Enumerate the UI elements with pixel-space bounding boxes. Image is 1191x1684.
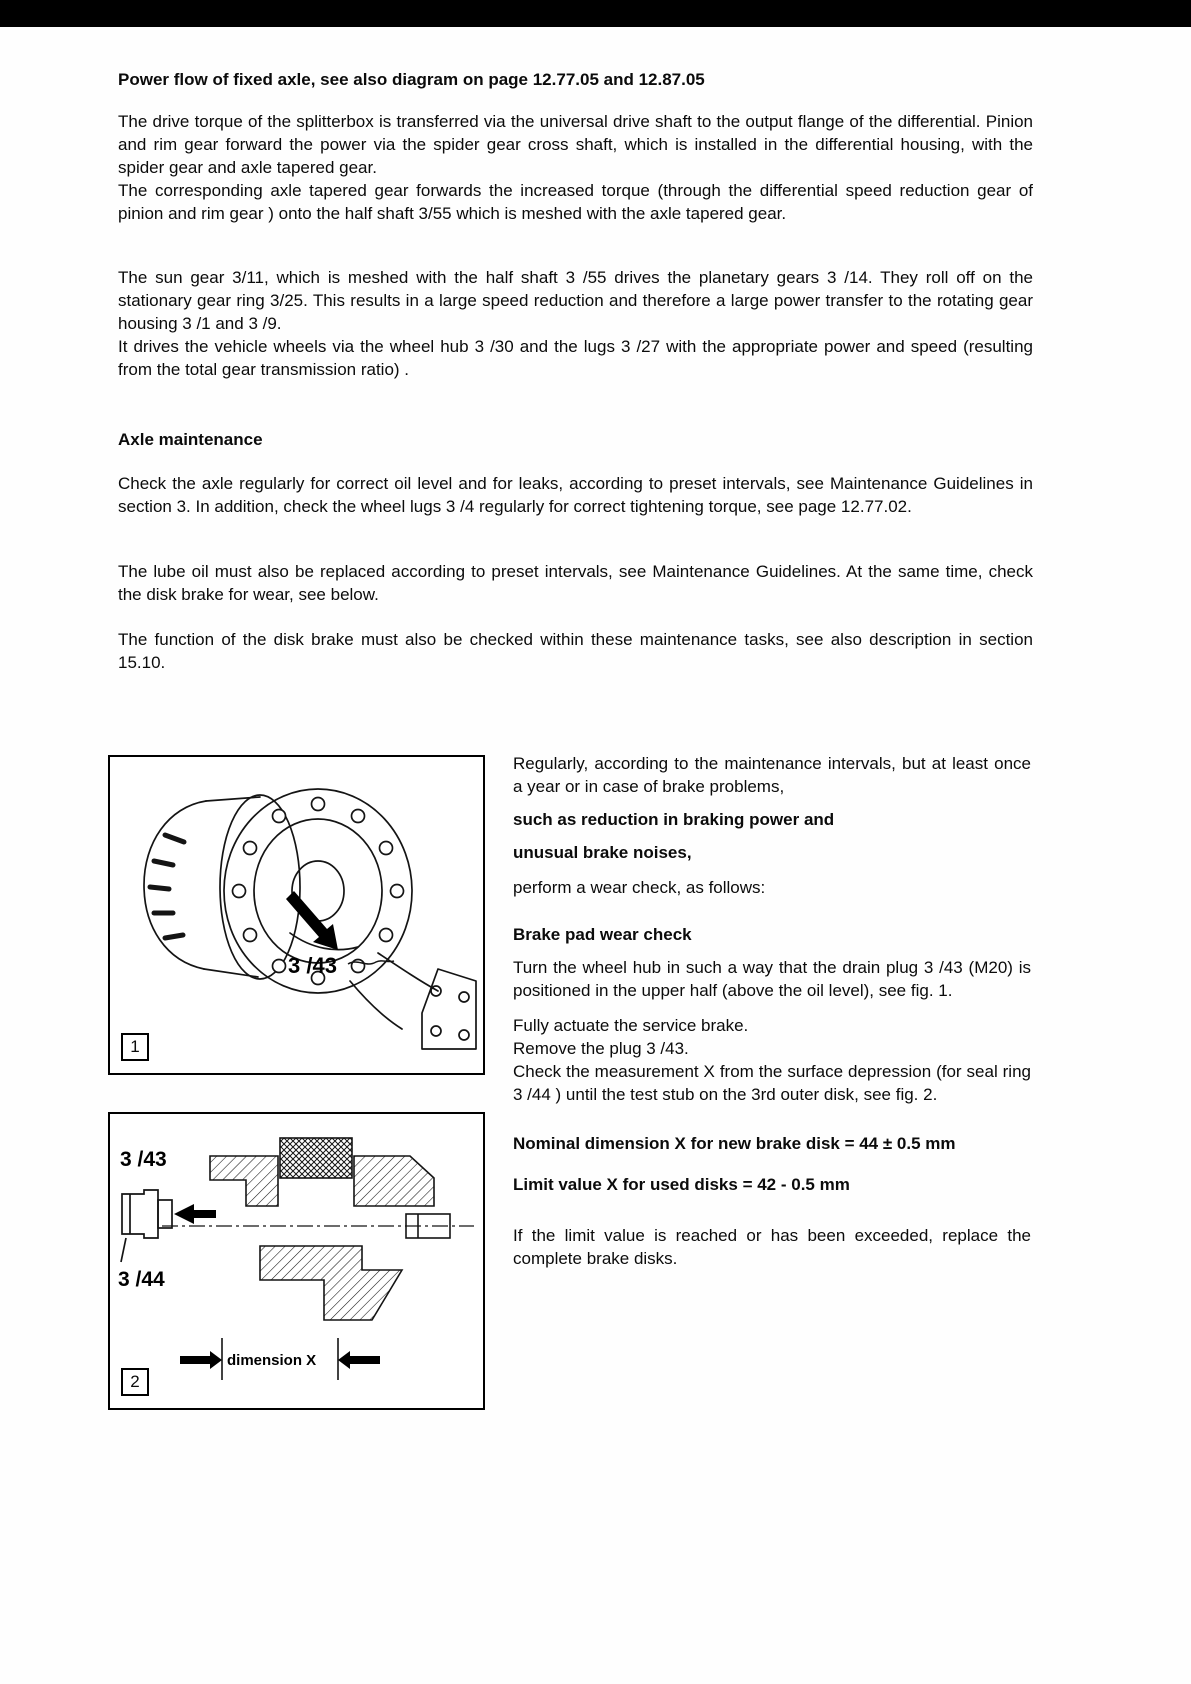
figure-2-brake-section <box>108 1112 485 1410</box>
paragraph-perform-check: perform a wear check, as follows: <box>513 878 766 897</box>
top-black-bar <box>0 0 1191 27</box>
brake-section-drawing <box>110 1114 483 1407</box>
housing-arm-top <box>378 953 438 991</box>
section-heading-axle-maintenance: Axle maintenance <box>118 430 263 449</box>
value-limit: Limit value X for used disks = 42 - 0.5 mm <box>513 1175 850 1194</box>
figure2-number-badge: 2 <box>121 1368 149 1396</box>
paragraph-drive-torque-part2: The corresponding axle tapered gear forwards the increased torque (through the differential speed reduction gear of pinion and rim gear ) onto the half shaft 3/55 which is meshed with the axle tapered gear. <box>118 181 1033 223</box>
paragraph-turn-hub: Turn the wheel hub in such a way that the drain plug 3 /43 (M20) is positioned in the upper half (above the oil level), see fig. 1. <box>513 958 1031 1000</box>
axle-hub-drawing <box>110 757 483 1072</box>
plug-arrow-icon <box>174 1204 216 1224</box>
paragraph-replace-disks: If the limit value is reached or has been exceeded, replace the complete brake disks. <box>513 1226 1031 1268</box>
paragraph-sun-gear-part2: It drives the vehicle wheels via the wheel hub 3 /30 and the lugs 3 /27 with the appropriate power and speed (resulting from the total gear transmission ratio) . <box>118 337 1033 379</box>
figure-1-axle-hub <box>108 755 485 1075</box>
dimension-arrow-right-icon <box>338 1351 380 1369</box>
housing-arm-bottom <box>350 981 402 1029</box>
housing-section <box>210 1138 450 1320</box>
wheel-studs <box>150 835 184 938</box>
figure2-plug-label: 3 /43 <box>120 1148 167 1171</box>
figure1-callout-label: 3 /43 <box>288 953 337 978</box>
drum-face <box>220 795 300 979</box>
emphasis-brake-noises: unusual brake noises, <box>513 843 692 862</box>
figure2-seal-label: 3 /44 <box>118 1268 165 1291</box>
paragraph-drive-torque-part1: The drive torque of the splitterbox is transferred via the universal drive shaft to the output flange of the differential. Pinion and rim gear forward the power via the spider gear cross shaft, which is installed in the differential housing, with the spider gear and axle tapered gear. <box>118 112 1033 177</box>
section-heading-power-flow: Power flow of fixed axle, see also diagram on page 12.77.05 and 12.87.05 <box>118 70 705 89</box>
paragraph-drive-torque <box>118 110 1033 225</box>
disk-pack-section <box>280 1138 352 1178</box>
paragraph-sun-gear <box>118 266 1033 381</box>
figure2-dimension-label: dimension X <box>227 1352 317 1369</box>
step-remove-plug: Remove the plug 3 /43. <box>513 1039 689 1058</box>
emphasis-braking-power: such as reduction in braking power and <box>513 810 835 829</box>
paragraph-sun-gear-part1: The sun gear 3/11, which is meshed with the half shaft 3 /55 drives the planetary gears 3 /14. They roll off on the stationary gear ring 3/25. This results in a large speed reduction and therefore a large power transfer to the rotating gear housing 3 /1 and 3 /9. <box>118 268 1033 333</box>
step-check-measurement: Check the measurement X from the surface depression (for seal ring 3 /44 ) until the test stub on the 3rd outer disk, see fig. 2. <box>513 1062 1031 1104</box>
subheading-brake-pad-wear-check: Brake pad wear check <box>513 925 692 944</box>
step-actuate-brake: Fully actuate the service brake. <box>513 1016 749 1035</box>
figure1-number-badge: 1 <box>121 1033 149 1061</box>
value-nominal-dimension: Nominal dimension X for new brake disk = 44 ± 0.5 mm <box>513 1134 956 1153</box>
paragraph-disk-brake-function: The function of the disk brake must also be checked within these maintenance tasks, see also description in section 15.10. <box>118 630 1033 672</box>
paragraph-regularly: Regularly, according to the maintenance intervals, but at least once a year or in case of brake problems, <box>513 754 1031 796</box>
dimension-arrow-left-icon <box>180 1351 222 1369</box>
paragraph-check-axle: Check the axle regularly for correct oil level and for leaks, according to preset intervals, see Maintenance Guidelines in section 3. In addition, check the wheel lugs 3 /4 regularly for correct tightening torque, see page 12.77.02. <box>118 474 1033 516</box>
callout-arrow-icon <box>286 891 338 950</box>
right-column <box>513 752 1031 1270</box>
wear-check-steps <box>513 1014 1031 1106</box>
paragraph-lube-oil: The lube oil must also be replaced according to preset intervals, see Maintenance Guidelines. At the same time, check the disk brake for wear, see below. <box>118 562 1033 604</box>
